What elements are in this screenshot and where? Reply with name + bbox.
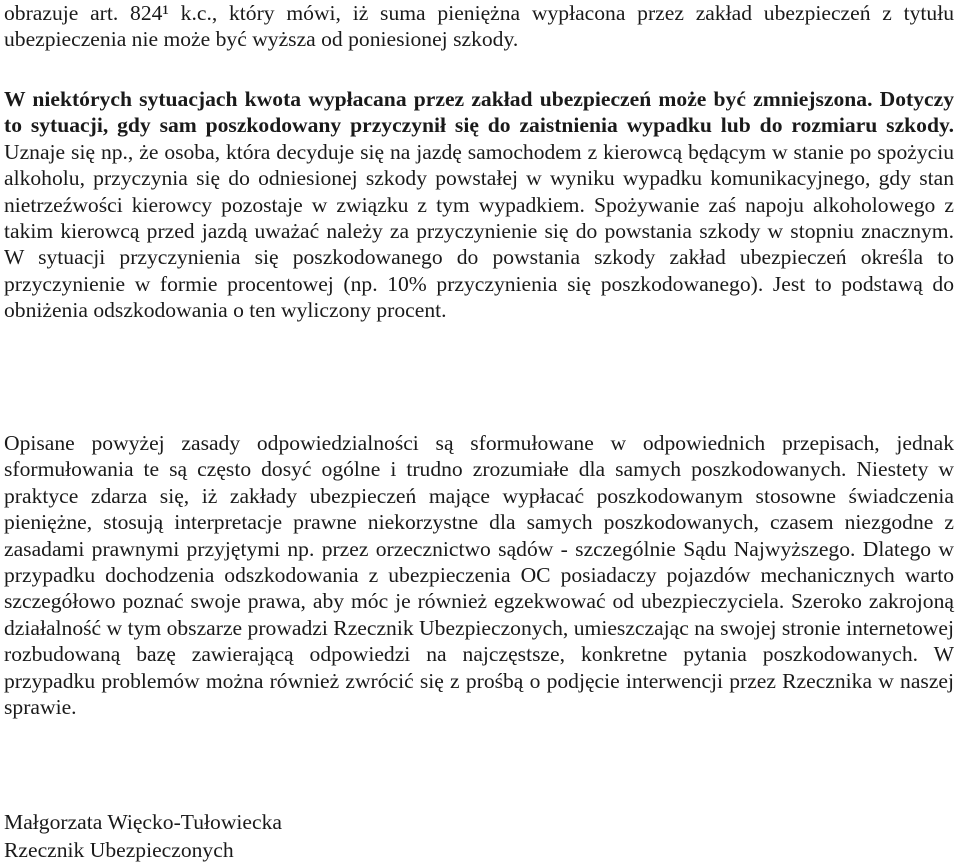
signature-name: Małgorzata Więcko-Tułowiecka (4, 810, 282, 834)
paragraph-2-regular-text: Uznaje się np., że osoba, która decyduje się na jazdę samochodem z kierowcą będącym w stanie po spożyciu alkoholu, przyczynia się do odniesionej szkody powstałej w wyniku wypadku komunikacyjnego, gdy stan nietrzeźwości kierowcy pozostaje w związku z tym wypadkiem. Spożywanie zaś napoju alkoholowego z takim kierowcą przed jazdą uważać należy za przyczynienie się do powstania szkody w stopniu znacznym. W sytuacji przyczynienia się poszkodowanego do powstania szkody zakład ubezpieczeń określa to przyczynienie w formie procentowej (np. 10% przyczynienia się poszkodowanego). Jest to podstawą do obniżenia odszkodowania o ten wyliczony procent. (4, 139, 954, 323)
signature-title: Rzecznik Ubezpieczonych (4, 838, 234, 862)
paragraph-2 (4, 86, 954, 324)
paragraph-3: Opisane powyżej zasady odpowiedzialności są sformułowane w odpowiednich przepisach, jednak sformułowania te są często dosyć ogólne i trudno zrozumiałe dla samych poszkodowanych. Niestety w praktyce zdarza się, iż zakłady ubezpieczeń mające wypłacać poszkodowanym stosowne świadczenia pieniężne, stosują interpretacje prawne niekorzystne dla samych poszkodowanych, czasem niezgodne z zasadami prawnymi przyjętymi np. przez orzecznictwo sądów - szczególnie Sądu Najwyższego. Dlatego w przypadku dochodzenia odszkodowania z ubezpieczenia OC posiadaczy pojazdów mechanicznych warto szczegółowo poznać swoje prawa, aby móc je również egzekwować od ubezpieczyciela. Szeroko zakrojoną działalność w tym obszarze prowadzi Rzecznik Ubezpieczonych, umieszczając na swojej stronie internetowej rozbudowaną bazę zawierającą odpowiedzi na najczęstsze, konkretne pytania poszkodowanych. W przypadku problemów można również zwrócić się z prośbą o podjęcie interwencji przez Rzecznika w naszej sprawie. (4, 431, 954, 720)
paragraph-2-bold-text: W niektórych sytuacjach kwota wypłacana przez zakład ubezpieczeń może być zmniejszona. Dotyczy to sytuacji, gdy sam poszkodowany przyczynił się do zaistnienia wypadku lub do rozmiaru szkody. (4, 87, 954, 138)
paragraph-1: obrazuje art. 824¹ k.c., który mówi, iż suma pieniężna wypłacona przez zakład ubezpieczeń z tytułu ubezpieczenia nie może być wyższa od poniesionej szkody. (4, 1, 954, 52)
signature-block (4, 808, 282, 864)
